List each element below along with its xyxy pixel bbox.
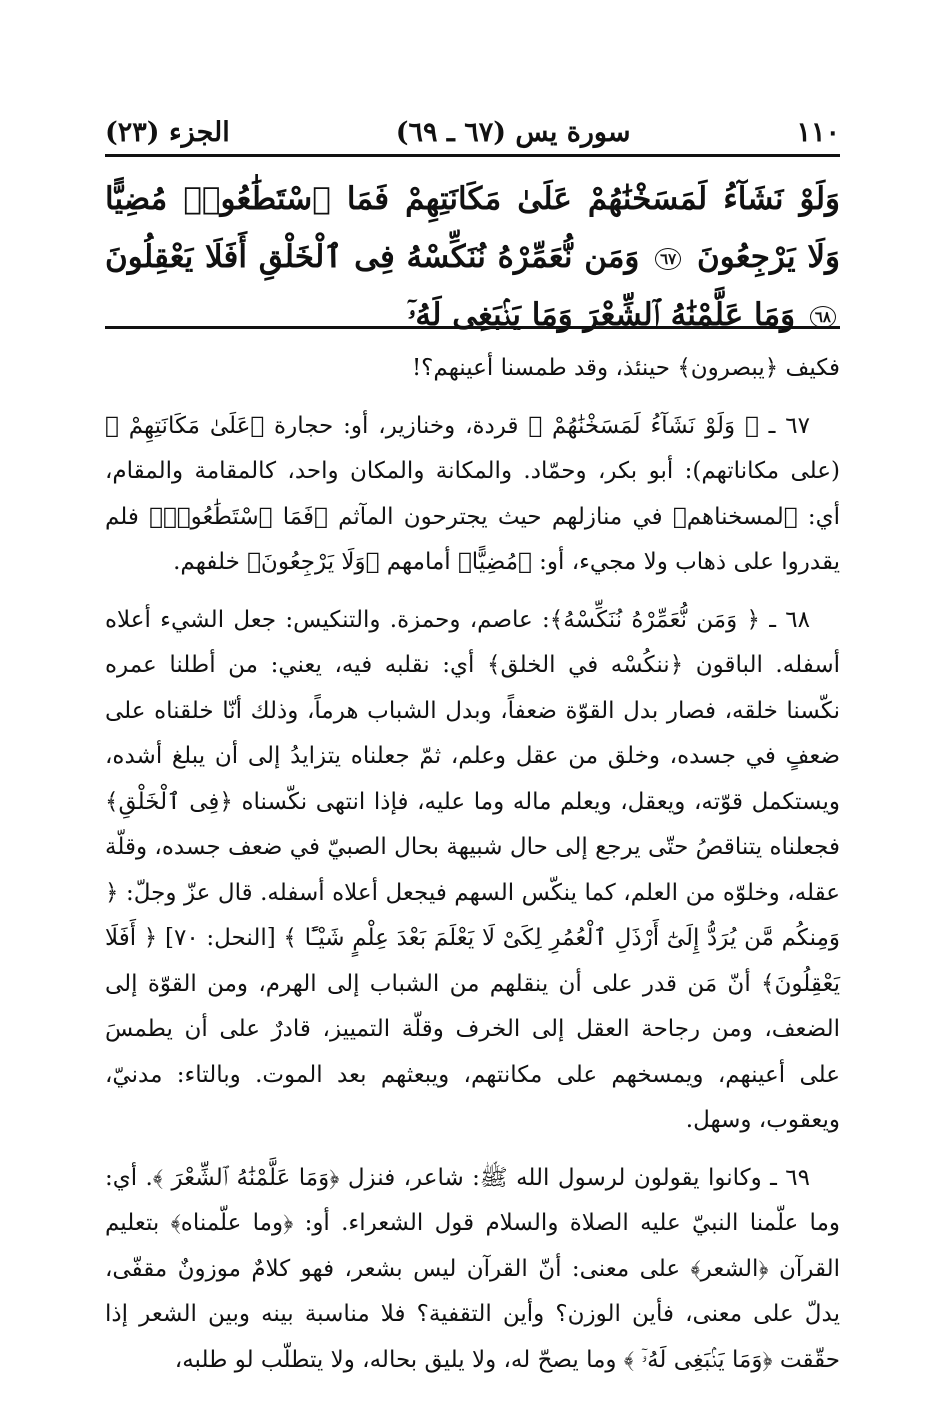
page-number: ١١٠ bbox=[796, 116, 840, 148]
juz-label: الجزء (٢٣) bbox=[105, 116, 230, 148]
verse-67-text: وَلَوْ نَشَآءُ لَمَسَخْنَٰهُمْ عَلَىٰ مَكَانَتِهِمْ فَمَا ٱسْتَطَٰعُوا۟ مُضِيًّا وَلَا يَرْجِعُونَ bbox=[105, 181, 840, 275]
quran-verses bbox=[105, 170, 840, 344]
verse-68-text: وَمَن نُّعَمِّرْهُ نُنَكِّسْهُ فِى ٱلْخَلْقِ أَفَلَا يَعْقِلُونَ bbox=[105, 239, 640, 275]
verse-divider bbox=[105, 326, 840, 329]
verse-end-marker-68: ٦٨ bbox=[810, 306, 836, 328]
verse-end-marker-67: ٦٧ bbox=[655, 248, 681, 270]
verse-69-text: وَمَا عَلَّمْنَٰهُ ٱلشِّعْرَ وَمَا يَنۢبَغِى لَهُۥٓ bbox=[407, 297, 796, 333]
surah-title: سورة يس (٦٧ ـ ٦٩) bbox=[395, 116, 631, 148]
commentary-verse-68: ٦٨ ـ ﴿ وَمَن نُّعَمِّرْهُ نُنَكِّسْهُ﴾: عاصم، وحمزة. والتنكيس: جعل الشيء أعلاه أسفله. الباقون ﴿ننكُسْه في الخلق﴾ أي: نقلبه فيه، يعني: من أطلنا عمره نكّسنا خلقه، فصار بدل القوّة ضعفاً، وبدل الشباب هرماً، وذلك أنّا خلقناه على ضعفٍ في جسده، وخلق من عقل وعلم، ثمّ جعلناه يتزايدُ إلى أن يبلغ أشده، ويستكمل قوّته، ويعقل، ويعلم ماله وما عليه، فإذا انتهى نكّسناه ﴿فِى ٱلْخَلْقِ﴾ فجعلناه يتناقصُ حتّى يرجع إلى حال شبيهة بحال الصبيّ في ضعف جسده، وقلّة عقله، وخلوّه من العلم، كما ينكّس السهم فيجعل أعلاه أسفله. قال عزّ وجلّ: ﴿ وَمِنكُم مَّن يُرَدُّ إِلَىٰٓ أَرْذَلِ ٱلْعُمُرِ لِكَىْ لَا يَعْلَمَ بَعْدَ عِلْمٍ شَيْـًٔا ﴾ [النحل: ٧٠] ﴿ أَفَلَا يَعْقِلُونَ﴾ أنّ مَن قدر على أن ينقلهم من الشباب إلى الهرم، ومن القوّة إلى الضعف، ومن رجاحة العقل إلى الخرف وقلّة التمييز، قادرٌ على أن يطمسَ على أعينهم، ويمسخهم على مكانتهم، ويبعثهم بعد الموت. وبالتاء: مدنيّ، ويعقوب، وسهل. bbox=[105, 606, 840, 1133]
commentary-intro: فكيف ﴿يبصرون﴾ حينئذ، وقد طمسنا أعينهم؟! bbox=[411, 355, 840, 381]
page-header bbox=[105, 110, 840, 157]
commentary bbox=[105, 346, 840, 1395]
commentary-verse-69: ٦٩ ـ وكانوا يقولون لرسول الله ﷺ: شاعر، فنزل ﴿وَمَا عَلَّمْنَٰهُ ٱلشِّعْرَ ﴾. أي: وما علّمنا النبيّ عليه الصلاة والسلام قول الشعراء. أو: ﴿وما علّمناه﴾ بتعليم القرآن ﴿الشعر﴾ على معنى: أنّ القرآن ليس بشعر، فهو كلامٌ موزونٌ مقفّى، يدلّ على معنى، فأين الوزن؟ وأين التقفية؟ فلا مناسبة بينه وبين الشعر إذا حقّقت ﴿وَمَا يَنۢبَغِى لَهُۥٓ ﴾ وما يصحّ له، ولا يليق بحاله، ولا يتطلّب لو طلبه، bbox=[105, 1164, 840, 1373]
commentary-verse-67: ٦٧ ـ ﴿ وَلَوْ نَشَآءُ لَمَسَخْنَٰهُمْ ﴾ قردة، وخنازير، أو: حجارة ﴿عَلَىٰ مَكَانَتِهِمْ ﴾ (على مكاناتهم): أبو بكر، وحمّاد. والمكانة والمكان واحد، كالمقامة والمقام، أي: ﴿لمسخناهم﴾ في منازلهم حيث يجترحون المآثم ﴿فَمَا ٱسْتَطَٰعُوا۟﴾ فلم يقدروا على ذهاب ولا مجيء، أو: ﴿مُضِيًّا﴾ أمامهم ﴿وَلَا يَرْجِعُونَ﴾ خلفهم. bbox=[105, 412, 840, 575]
